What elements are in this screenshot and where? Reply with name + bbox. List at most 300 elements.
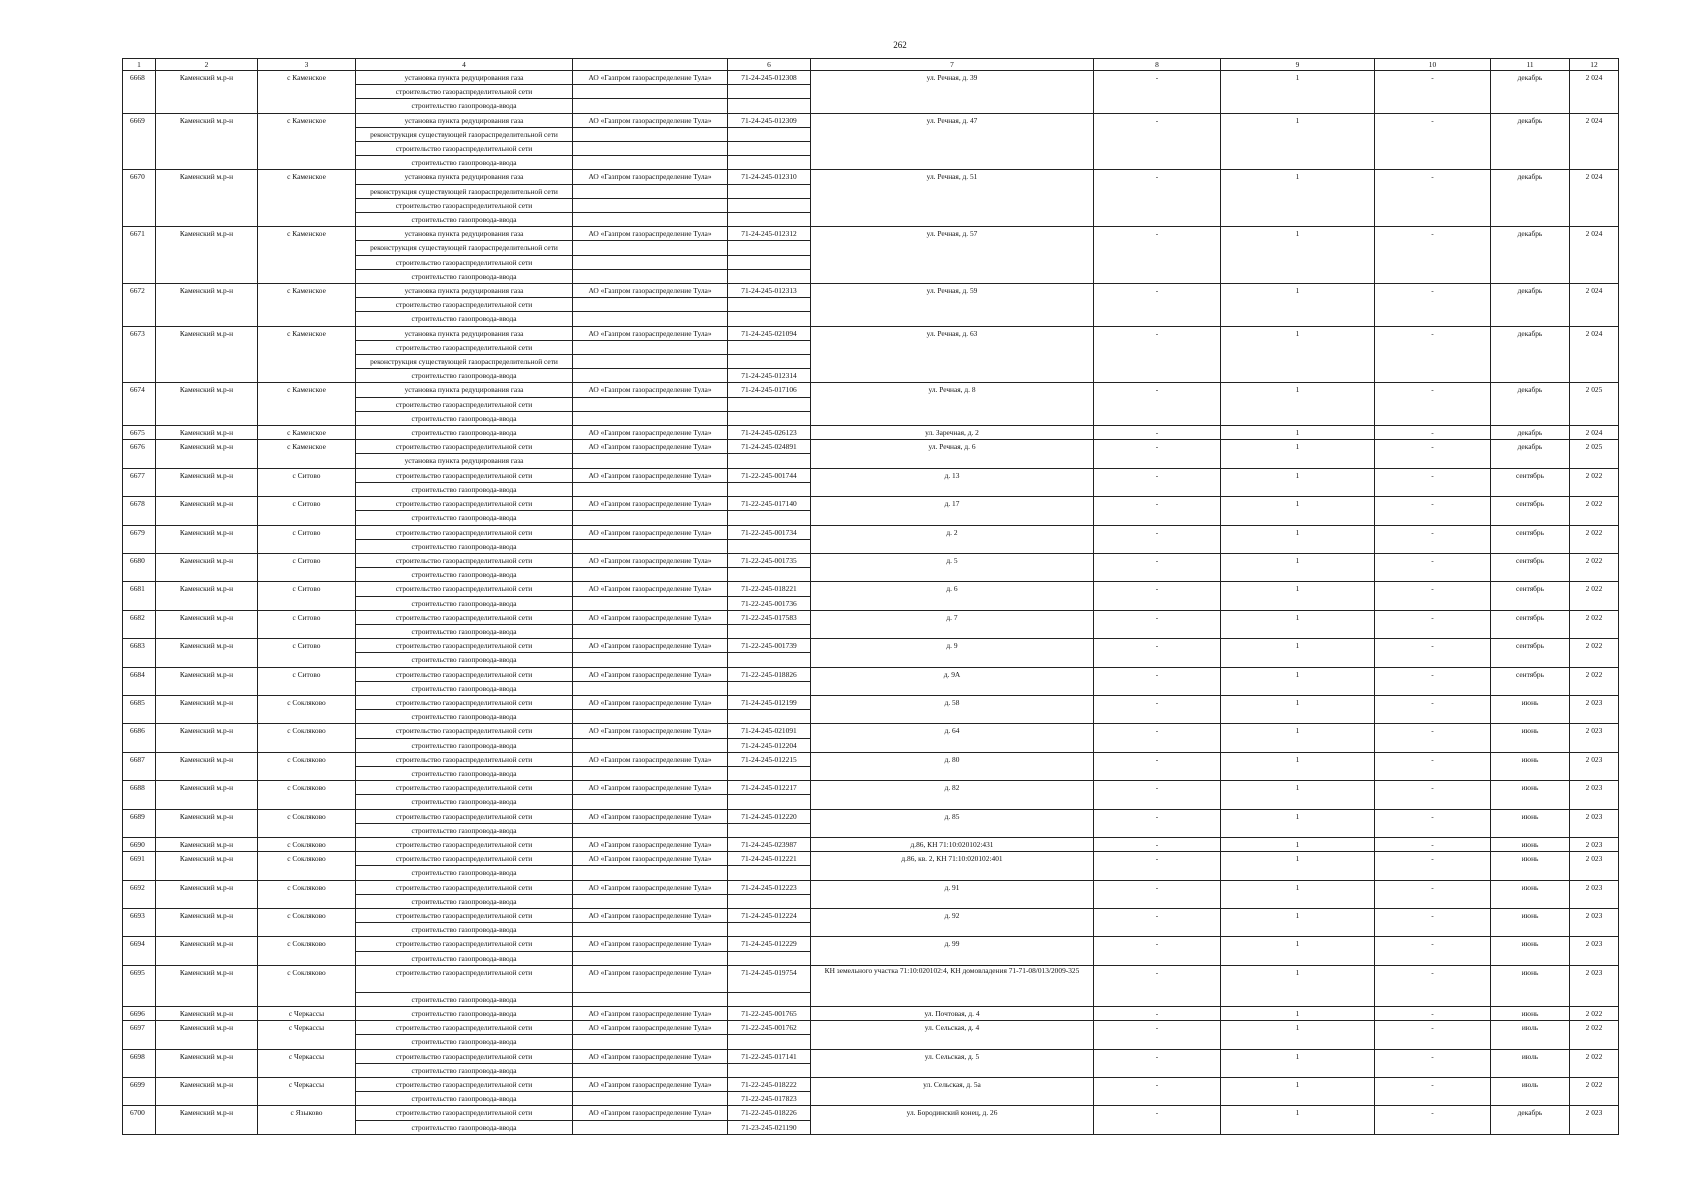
month (1491, 156, 1570, 170)
row-number: 6679 (123, 525, 156, 539)
organization: АО «Газпром газораспределение Тула» (573, 965, 728, 992)
row-number: 6668 (123, 71, 156, 85)
table-row (123, 639, 1619, 653)
application-number (728, 99, 811, 113)
year: 2 024 (1570, 284, 1619, 298)
organization: АО «Газпром газораспределение Тула» (573, 809, 728, 823)
col-8: - (1094, 937, 1221, 951)
organization (573, 951, 728, 965)
work-type: строительство газораспределительной сети (356, 852, 573, 866)
application-number (728, 795, 811, 809)
year: 2 023 (1570, 809, 1619, 823)
work-type: реконструкция существующей газораспределительной сети (356, 241, 573, 255)
year: 2 023 (1570, 695, 1619, 709)
work-type: строительство газопровода-ввода (356, 653, 573, 667)
month: сентябрь (1491, 639, 1570, 653)
work-type: строительство газораспределительной сети (356, 1078, 573, 1092)
col-9: 1 (1221, 965, 1375, 992)
col-9: 1 (1221, 426, 1375, 440)
work-type: реконструкция существующей газораспределительной сети (356, 355, 573, 369)
table-row (123, 156, 1619, 170)
col-9 (1221, 795, 1375, 809)
application-number: 71-24-245-012204 (728, 738, 811, 752)
settlement (258, 511, 356, 525)
application-number: 71-24-245-026123 (728, 426, 811, 440)
col-8: - (1094, 326, 1221, 340)
district: Каменский м.р-н (156, 1078, 258, 1092)
month (1491, 454, 1570, 468)
work-type: строительство газораспределительной сети (356, 837, 573, 851)
col-8 (1094, 568, 1221, 582)
application-number (728, 213, 811, 227)
gasification-table (122, 58, 1619, 1135)
col-10 (1375, 298, 1491, 312)
address: ул. Речная, д. 39 (811, 71, 1094, 85)
row-number (123, 539, 156, 553)
year: 2 022 (1570, 497, 1619, 511)
row-number: 6688 (123, 781, 156, 795)
month (1491, 397, 1570, 411)
organization: АО «Газпром газораспределение Тула» (573, 383, 728, 397)
col-header: 4 (356, 59, 573, 71)
col-9 (1221, 198, 1375, 212)
month: июнь (1491, 724, 1570, 738)
row-number (123, 156, 156, 170)
district (156, 482, 258, 496)
col-8 (1094, 866, 1221, 880)
settlement: с Сокляково (258, 752, 356, 766)
settlement: с Ситово (258, 497, 356, 511)
row-number: 6685 (123, 695, 156, 709)
address (811, 355, 1094, 369)
address (811, 184, 1094, 198)
organization: АО «Газпром газораспределение Тула» (573, 468, 728, 482)
year (1570, 894, 1619, 908)
district: Каменский м.р-н (156, 71, 258, 85)
application-number (728, 568, 811, 582)
month: декабрь (1491, 170, 1570, 184)
work-type: строительство газораспределительной сети (356, 781, 573, 795)
table-row (123, 312, 1619, 326)
application-number (728, 85, 811, 99)
district (156, 894, 258, 908)
col-10 (1375, 397, 1491, 411)
address (811, 766, 1094, 780)
settlement: с Сокляково (258, 809, 356, 823)
address (811, 269, 1094, 283)
application-number (728, 1063, 811, 1077)
col-10 (1375, 454, 1491, 468)
col-8: - (1094, 610, 1221, 624)
settlement: с Каменское (258, 170, 356, 184)
col-8: - (1094, 553, 1221, 567)
year: 2 024 (1570, 426, 1619, 440)
col-header: 12 (1570, 59, 1619, 71)
work-type: строительство газораспределительной сети (356, 553, 573, 567)
col-9: 1 (1221, 284, 1375, 298)
col-9: 1 (1221, 553, 1375, 567)
settlement: с Каменское (258, 440, 356, 454)
work-type: строительство газораспределительной сети (356, 752, 573, 766)
application-number: 71-24-245-012220 (728, 809, 811, 823)
month (1491, 255, 1570, 269)
settlement (258, 992, 356, 1006)
settlement (258, 411, 356, 425)
address (811, 894, 1094, 908)
application-number (728, 312, 811, 326)
col-9 (1221, 482, 1375, 496)
address (811, 568, 1094, 582)
year (1570, 923, 1619, 937)
month (1491, 1092, 1570, 1106)
year (1570, 795, 1619, 809)
col-header: 10 (1375, 59, 1491, 71)
address (811, 454, 1094, 468)
row-number (123, 1035, 156, 1049)
col-9 (1221, 738, 1375, 752)
application-number: 71-24-245-012229 (728, 937, 811, 951)
col-10 (1375, 511, 1491, 525)
year (1570, 710, 1619, 724)
row-number: 6672 (123, 284, 156, 298)
col-9 (1221, 1035, 1375, 1049)
col-8 (1094, 681, 1221, 695)
address (811, 213, 1094, 227)
year: 2 024 (1570, 113, 1619, 127)
month: сентябрь (1491, 525, 1570, 539)
col-9 (1221, 255, 1375, 269)
col-8 (1094, 397, 1221, 411)
col-9: 1 (1221, 667, 1375, 681)
col-8 (1094, 511, 1221, 525)
col-9 (1221, 127, 1375, 141)
organization (573, 738, 728, 752)
district: Каменский м.р-н (156, 468, 258, 482)
district: Каменский м.р-н (156, 639, 258, 653)
address: д. 2 (811, 525, 1094, 539)
address: д. 80 (811, 752, 1094, 766)
col-header (573, 59, 728, 71)
year: 2 022 (1570, 582, 1619, 596)
year: 2 023 (1570, 781, 1619, 795)
col-9 (1221, 1120, 1375, 1134)
district: Каменский м.р-н (156, 695, 258, 709)
month (1491, 1035, 1570, 1049)
district (156, 624, 258, 638)
organization: АО «Газпром газораспределение Тула» (573, 752, 728, 766)
col-10: - (1375, 468, 1491, 482)
district (156, 156, 258, 170)
year (1570, 738, 1619, 752)
row-number (123, 198, 156, 212)
organization (573, 992, 728, 1006)
month (1491, 99, 1570, 113)
col-9 (1221, 866, 1375, 880)
table-row (123, 1007, 1619, 1021)
col-10 (1375, 142, 1491, 156)
table-row (123, 326, 1619, 340)
row-number (123, 681, 156, 695)
year: 2 022 (1570, 1078, 1619, 1092)
month: декабрь (1491, 326, 1570, 340)
address: д. 82 (811, 781, 1094, 795)
col-10: - (1375, 1106, 1491, 1120)
col-9 (1221, 1063, 1375, 1077)
organization (573, 1120, 728, 1134)
table-row (123, 553, 1619, 567)
row-number: 6689 (123, 809, 156, 823)
settlement: с Сокляково (258, 837, 356, 851)
district: Каменский м.р-н (156, 1106, 258, 1120)
organization: АО «Газпром газораспределение Тула» (573, 440, 728, 454)
year (1570, 255, 1619, 269)
address: ул. Речная, д. 6 (811, 440, 1094, 454)
work-type: строительство газопровода-ввода (356, 1035, 573, 1049)
row-number: 6675 (123, 426, 156, 440)
month (1491, 213, 1570, 227)
application-number: 71-22-245-018826 (728, 667, 811, 681)
address: ул. Сельская, д. 5а (811, 1078, 1094, 1092)
settlement: с Ситово (258, 639, 356, 653)
row-number (123, 766, 156, 780)
table-row (123, 241, 1619, 255)
year: 2 023 (1570, 752, 1619, 766)
year (1570, 992, 1619, 1006)
col-10: - (1375, 852, 1491, 866)
organization (573, 624, 728, 638)
district (156, 992, 258, 1006)
organization: АО «Газпром газораспределение Тула» (573, 639, 728, 653)
district (156, 1063, 258, 1077)
application-number (728, 866, 811, 880)
row-number: 6674 (123, 383, 156, 397)
address (811, 482, 1094, 496)
settlement (258, 255, 356, 269)
month: июнь (1491, 781, 1570, 795)
row-number (123, 127, 156, 141)
district (156, 511, 258, 525)
settlement (258, 198, 356, 212)
organization: АО «Газпром газораспределение Тула» (573, 1007, 728, 1021)
row-number: 6692 (123, 880, 156, 894)
organization: АО «Газпром газораспределение Тула» (573, 1078, 728, 1092)
application-number (728, 156, 811, 170)
application-number: 71-23-245-021190 (728, 1120, 811, 1134)
organization: АО «Газпром газораспределение Тула» (573, 525, 728, 539)
month (1491, 127, 1570, 141)
col-9 (1221, 269, 1375, 283)
month (1491, 596, 1570, 610)
application-number: 71-22-245-017141 (728, 1049, 811, 1063)
work-type: строительство газораспределительной сети (356, 497, 573, 511)
row-number (123, 568, 156, 582)
year: 2 025 (1570, 440, 1619, 454)
col-10 (1375, 866, 1491, 880)
table-row (123, 255, 1619, 269)
col-10 (1375, 1092, 1491, 1106)
col-header: 6 (728, 59, 811, 71)
work-type: строительство газораспределительной сети (356, 937, 573, 951)
work-type: реконструкция существующей газораспределительной сети (356, 127, 573, 141)
settlement (258, 1120, 356, 1134)
application-number: 71-24-245-012215 (728, 752, 811, 766)
settlement: с Сокляково (258, 965, 356, 992)
row-number (123, 312, 156, 326)
table-row (123, 724, 1619, 738)
col-10: - (1375, 326, 1491, 340)
col-header: 1 (123, 59, 156, 71)
organization: АО «Газпром газораспределение Тула» (573, 667, 728, 681)
year (1570, 298, 1619, 312)
organization (573, 184, 728, 198)
year (1570, 951, 1619, 965)
col-8: - (1094, 440, 1221, 454)
col-8: - (1094, 852, 1221, 866)
application-number: 71-24-245-012313 (728, 284, 811, 298)
address (811, 1035, 1094, 1049)
col-10 (1375, 482, 1491, 496)
district (156, 539, 258, 553)
year (1570, 184, 1619, 198)
district (156, 184, 258, 198)
organization (573, 1063, 728, 1077)
col-9: 1 (1221, 809, 1375, 823)
settlement: с Сокляково (258, 937, 356, 951)
organization (573, 269, 728, 283)
application-number: 71-22-245-001744 (728, 468, 811, 482)
row-number (123, 184, 156, 198)
month: декабрь (1491, 113, 1570, 127)
month (1491, 85, 1570, 99)
organization (573, 539, 728, 553)
application-number (728, 539, 811, 553)
month (1491, 142, 1570, 156)
month: сентябрь (1491, 553, 1570, 567)
table-row (123, 710, 1619, 724)
row-number (123, 923, 156, 937)
district: Каменский м.р-н (156, 908, 258, 922)
month (1491, 355, 1570, 369)
year (1570, 198, 1619, 212)
settlement (258, 355, 356, 369)
district (156, 951, 258, 965)
month (1491, 923, 1570, 937)
col-10: - (1375, 1078, 1491, 1092)
district (156, 923, 258, 937)
district (156, 99, 258, 113)
row-number (123, 511, 156, 525)
settlement (258, 241, 356, 255)
district: Каменский м.р-н (156, 1007, 258, 1021)
address: д. 58 (811, 695, 1094, 709)
work-type: строительство газораспределительной сети (356, 1106, 573, 1120)
application-number: 71-24-245-019754 (728, 965, 811, 992)
organization (573, 596, 728, 610)
col-9 (1221, 312, 1375, 326)
year: 2 022 (1570, 525, 1619, 539)
col-10: - (1375, 752, 1491, 766)
year (1570, 127, 1619, 141)
table-row (123, 681, 1619, 695)
application-number (728, 142, 811, 156)
col-8 (1094, 298, 1221, 312)
row-number: 6690 (123, 837, 156, 851)
application-number: 71-24-245-012309 (728, 113, 811, 127)
table-row (123, 695, 1619, 709)
row-number (123, 992, 156, 1006)
year (1570, 866, 1619, 880)
col-8 (1094, 1035, 1221, 1049)
col-header: 11 (1491, 59, 1570, 71)
col-10: - (1375, 284, 1491, 298)
work-type: строительство газопровода-ввода (356, 312, 573, 326)
table-row (123, 468, 1619, 482)
district (156, 340, 258, 354)
address: КН земельного участка 71:10:020102:4, КН домовладения 71-71-08/013/2009-325 (811, 965, 1094, 992)
col-8 (1094, 624, 1221, 638)
settlement (258, 539, 356, 553)
organization: АО «Газпром газораспределение Тула» (573, 852, 728, 866)
col-8: - (1094, 1049, 1221, 1063)
work-type: реконструкция существующей газораспределительной сети (356, 184, 573, 198)
organization (573, 866, 728, 880)
table-row (123, 667, 1619, 681)
table-row (123, 1078, 1619, 1092)
settlement: с Сокляково (258, 695, 356, 709)
month: июнь (1491, 880, 1570, 894)
address (811, 298, 1094, 312)
table-row (123, 951, 1619, 965)
col-8: - (1094, 1021, 1221, 1035)
col-10 (1375, 951, 1491, 965)
row-number (123, 142, 156, 156)
col-8 (1094, 127, 1221, 141)
col-8: - (1094, 1106, 1221, 1120)
organization: АО «Газпром газораспределение Тула» (573, 170, 728, 184)
organization (573, 653, 728, 667)
col-8: - (1094, 1007, 1221, 1021)
table-row (123, 1035, 1619, 1049)
col-9: 1 (1221, 1106, 1375, 1120)
settlement (258, 127, 356, 141)
col-10: - (1375, 724, 1491, 738)
table-row (123, 1106, 1619, 1120)
work-type: строительство газопровода-ввода (356, 156, 573, 170)
district (156, 198, 258, 212)
year: 2 023 (1570, 852, 1619, 866)
table-row (123, 596, 1619, 610)
application-number: 71-24-245-012199 (728, 695, 811, 709)
year (1570, 482, 1619, 496)
year (1570, 340, 1619, 354)
table-row (123, 525, 1619, 539)
address (811, 241, 1094, 255)
settlement: с Каменское (258, 284, 356, 298)
year (1570, 511, 1619, 525)
month: сентябрь (1491, 582, 1570, 596)
address: д. 64 (811, 724, 1094, 738)
col-8 (1094, 1092, 1221, 1106)
col-8 (1094, 312, 1221, 326)
work-type: строительство газопровода-ввода (356, 738, 573, 752)
col-8 (1094, 369, 1221, 383)
district (156, 454, 258, 468)
month (1491, 568, 1570, 582)
address (811, 823, 1094, 837)
work-type: строительство газораспределительной сети (356, 142, 573, 156)
col-10 (1375, 255, 1491, 269)
year: 2 022 (1570, 553, 1619, 567)
